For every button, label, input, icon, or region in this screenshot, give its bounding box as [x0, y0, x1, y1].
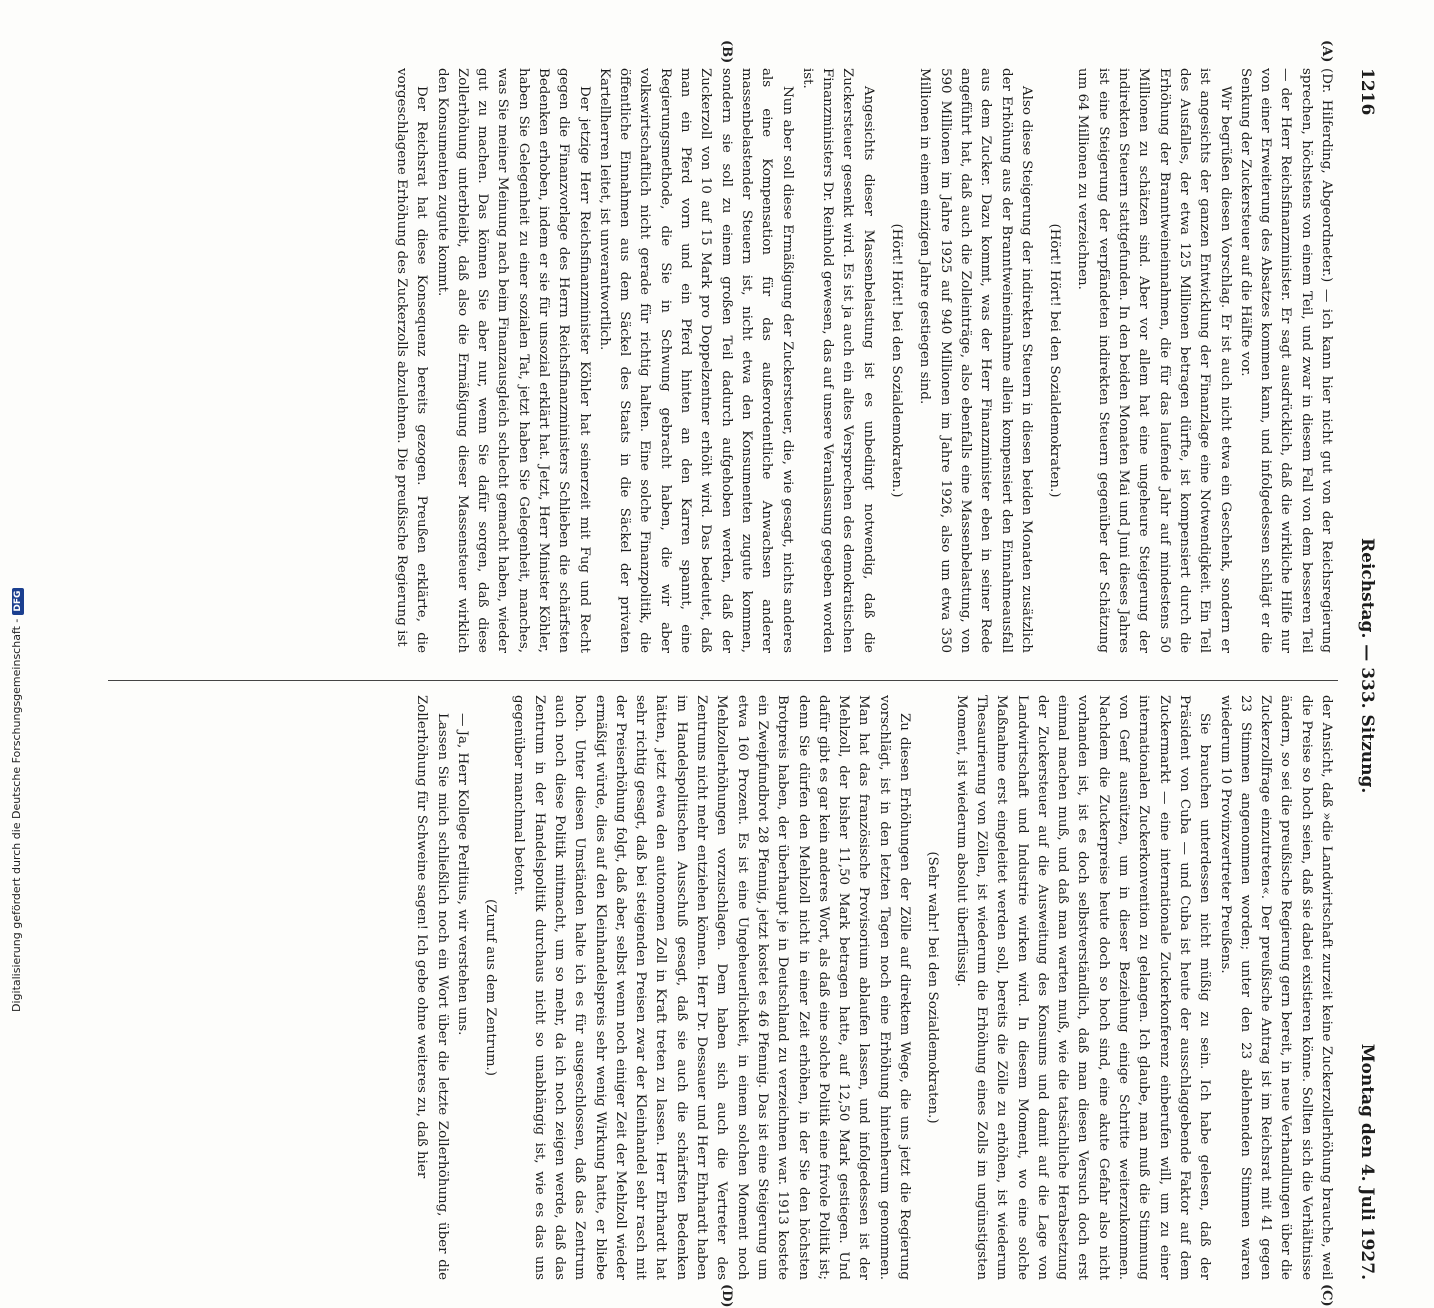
paragraph: Der jetzige Herr Reichsfinanzminister Köhler hat seinerzeit mit Fug und Recht gegen die Finanzvorlage des Herrn Reichsfinanzministers Schlieben die schärfsten Bedenken erhoben, indem er sie für unsozial erklärt hat. Jetzt, Herr Minister Köhler, haben Sie Gelegenheit zu einer sozialen Tat, jetzt haben Sie Gelegenheit, manches, was Sie meiner Meinung nach beim Finanzausgleich schlecht gemacht haben, wieder gut zu machen. Das können Sie aber nur, wenn Sie dafür sorgen, daß diese Zollerhöhung unterbleibt, daß also die Ermäßigung dieser Massensteuer wirklich den Konsumenten zugute kommt.	[434, 68, 592, 653]
session-title: Reichstag. — 333. Sitzung.	[1357, 538, 1377, 794]
interjection: (Hört! Hört! bei den Sozialdemokraten.)	[1047, 223, 1063, 498]
margin-marker-b: (B)	[719, 40, 734, 64]
paragraph: — Ja, Herr Kollege Perlitius, wir verstehen uns.	[454, 713, 470, 1036]
page-header	[1352, 68, 1382, 1280]
paragraph: Der Reichsrat hat diese Konsequenz bereits gezogen. Preußen erklärte, die vorgeschlagene Erhöhung des Zuckerzolls abzulehnen. Die preußische Regierung ist	[393, 68, 430, 653]
margin-marker-a: (A)	[1319, 40, 1334, 63]
margin-marker-d: (D)	[719, 1284, 734, 1308]
page-number: 1216	[1357, 68, 1377, 116]
left-column	[76, 68, 1336, 653]
paragraph: Sie brauchen unterdessen nicht müßig zu sein. Ich habe gelesen, daß der Präsident von Cuba — und Cuba ist heute der ausschlaggebende Faktor auf dem Zuckermarkt — eine internationale Zuckerkonferenz einberufen will, um zu einer internationalen Zuckerkonvention zu gelangen. Ich glaube, man muß die Stimmung von Genf ausnützen, um in dieser Beziehung einige Schritte weiterzukommen. Nachdem die Zuckerpreise heute doch so hoch sind, eine akute Gefahr also nicht vorhanden ist, ist es doch selbstverständlich, daß man diesen Versuch doch erst einmal machen muß, und daß man warten muß, wie die tatsächliche Herabsetzung der Zuckersteuer auf die Ausweitung des Konsums und damit auf die Lage von Landwirtschaft und Industrie wirken wird. In diesem Moment, wo eine solche Maßnahme erst eingeleitet werden soll, bereits die Zölle zu erhöhen, ist wiederum Thesaurierung von Zöllen, ist wiederum die Erhöhung eines Zolls im ungünstigsten Moment, ist wiederum absolut überflüssig.	[953, 695, 1213, 1280]
digitization-credit	[10, 12, 24, 1012]
paragraph: der Ansicht, daß »die Landwirtschaft zurzeit keine Zuckerzollerhöhung brauche, weil die Preise so hoch seien, daß sie dabei existieren könne. Sollten sich die Verhältnisse ändern, so sei die preußische Regierung gern bereit, in neue Verhandlungen über die Zuckerzollfrage einzutreten«. Der preußische Antrag ist im Reichsrat mit 41 gegen 23 Stimmen angenommen worden; unter den 23 ablehnenden Stimmen waren wiederum 10 Provinzvertreter Preußens.	[1217, 695, 1334, 1280]
paragraph: (Dr. Hilferding, Abgeordneter.) — ich kann hier nicht gut von der Reichsregierung sprechen, höchstens von einem Teil, und zwar in diesem Fall von dem besseren Teil — der Herr Reichsfinanzminister. Er sagt ausdrücklich, daß die wirkliche Hilfe nur von einer Erweiterung des Absatzes kommen kann, und infolgedessen schlägt er die Senkung der Zuckersteuer auf die Hälfte vor.	[1237, 68, 1334, 653]
interjection: (Hört! Hört! bei den Sozialdemokraten.)	[889, 223, 905, 498]
paragraph: Nun aber soll diese Ermäßigung der Zuckersteuer, die, wie gesagt, nichts anderes als eine Kompensation für das außerordentliche Anwachsen anderer massenbelastender Steuern ist, nicht etwa den Konsumenten zugute kommen, sondern sie soll zu einem großen Teil dadurch aufgehoben werden, daß der Zuckerzoll von 10 auf 15 Mark pro Doppelzentner erhöht wird. Das bedeutet, daß man ein Pferd vorn und ein Pferd hinten an den Karren spannt, eine Regierungsmethode, die Sie in Schwung gebracht haben, die wir aber volkswirtschaftlich nicht gerade für richtig halten. Eine solche Finanzpolitik, die öffentliche Einnahmen aus dem Säckel des Staats in die Säckel der privaten Kartellherren leitet, ist unverantwortlich.	[596, 68, 795, 653]
paragraph: Angesichts dieser Massenbelastung ist es unbedingt notwendig, daß die Zuckersteuer gesenkt wird. Es ist ja auch ein altes Versprechen des demokratischen Finanzministers Dr. Reinhold gewesen, das auf unsere Veranlassung gegeben worden ist.	[799, 68, 876, 653]
paragraph: Zu diesen Erhöhungen der Zölle auf direktem Wege, die uns jetzt die Regierung vorschlägt, ist in den letzten Tagen noch eine Erhöhung hintenherum genommen. Man hat das französische Provisorium ablaufen lassen, und infolgedessen ist der Mehlzoll, der bisher 11,50 Mark betragen hatte, auf 12,50 Mark gestiegen. Und dafür gibt es gar kein anderes Wort, als daß eine solche Politik eine frivole Politik ist; denn Sie dürfen den Mehlzoll nicht in einer Zeit erhöhen, in der Sie den höchsten Brotpreis haben, der überhaupt je in Deutschland zu verzeichnen war. 1913 kostete ein Zweipfundbrot 28 Pfennig, jetzt kostet es 46 Pfennig. Das ist eine Steigerung um etwa 160 Prozent. Es ist eine Ungeheuerlichkeit, in einem solchen Moment noch Mehlzollerhöhungen vorzuschlagen. Dem haben sich auch die Vertreter des Zentrums nicht mehr entziehen können. Herr Dr. Dessauer und Herr Ehrhardt haben im Handelspolitischen Ausschuß gesagt, daß sie auch die schärfsten Bedenken hätten, jetzt etwa den autonomen Zoll in Kraft treten zu lassen. Herr Ehrhardt hat sehr richtig gesagt, daß bei steigenden Preisen zwar der Kleinhandel sehr rasch mit der Preiserhöhung folgt, daß aber, selbst wenn noch einiger Zeit der Mehlzoll wieder ermäßigt würde, dies auf den Kleinhandelspreis sehr wenig Wirkung hatte, er bliebe hoch. Unter diesen Umständen halte ich es für ausgeschlossen, daß das Zentrum auch noch diese Politik mitmacht, um so mehr, da ich noch zeigen werde, daß das Zentrum in der Handelspolitik durchaus nicht so unabhängig ist, wie es das uns gegenüber manchmal betont.	[511, 695, 913, 1280]
interjection: (Sehr wahr! bei den Sozialdemokraten.)	[925, 851, 941, 1124]
right-column	[76, 695, 1336, 1280]
credit-text: Digitalisierung gefördert durch die Deutsche Forschungsgemeinschaft -	[10, 618, 23, 1012]
margin-marker-c: (C)	[1319, 1284, 1334, 1307]
paragraph: Also diese Steigerung der indirekten Steuern in diesen beiden Monaten zusätzlich der Erhöhung aus der Branntweineinnahme allein kompensiert den Einnahmeausfall aus dem Zucker. Dazu kommt, was der Herr Finanzminister eben in seiner Rede angeführt hat, daß auch die Zolleinträge, also ebenfalls eine Massenbelastung, von 590 Millionen im Jahre 1925 auf 940 Millionen im Jahre 1926, also um etwa 350 Millionen in einem einzigen Jahre gestiegen sind.	[917, 68, 1034, 653]
dfg-logo: DFG	[12, 588, 24, 615]
interjection: (Zuruf aus dem Zentrum.)	[483, 898, 499, 1076]
session-date: Montag den 4. Juli 1927.	[1357, 1043, 1377, 1280]
column-divider	[108, 680, 1338, 681]
paragraph: Lassen Sie mich schließlich noch ein Wort über die letzte Zollerhöhung, über die Zollerhöhung für Schweine sagen! Ich gebe ohne weiteres zu, daß hier	[414, 695, 450, 1280]
paragraph: Wir begrüßen diesen Vorschlag. Er ist auch nicht etwa ein Geschenk, sondern er ist angesichts der ganzen Entwicklung der Finanzlage eine Notwendigkeit. Ein Teil des Ausfalles, der etwa 125 Millionen betragen dürfte, ist kompensiert durch die Erhöhung der Branntweineinnahmen, die für das laufende Jahr auf mindestens 50 Millionen zu schätzen sind. Aber vor allem hat eine ungeheure Steigerung der indirekten Steuern stattgefunden. In den beiden Monaten Mai und Juni dieses Jahres ist eine Steigerung der verpfändeten indirekten Steuern gegenüber der Schätzung um 64 Millionen zu verzeichnen.	[1075, 68, 1233, 653]
